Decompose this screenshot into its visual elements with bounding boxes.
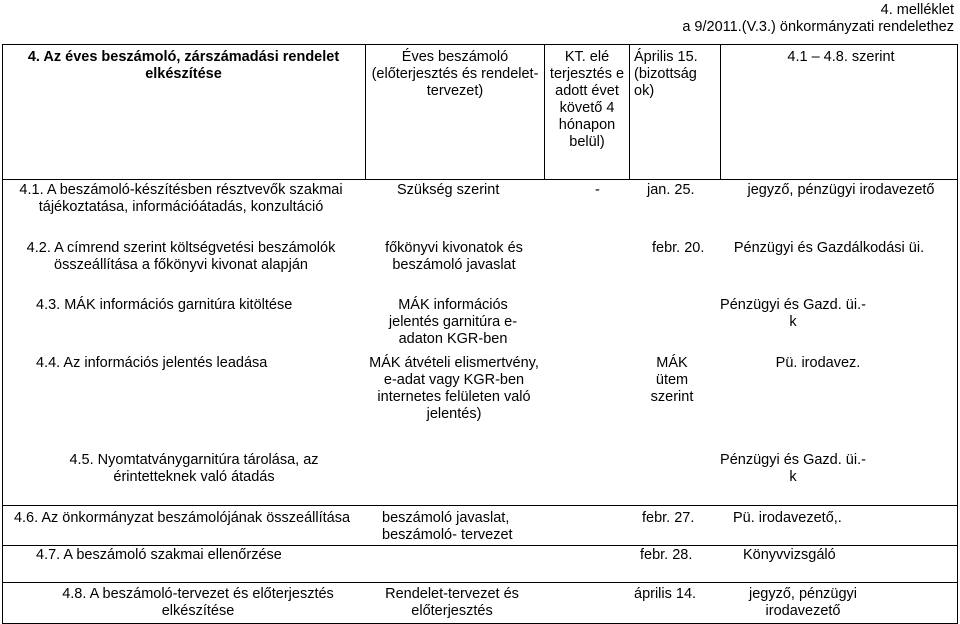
row47-task: 4.7. A beszámoló szakmai ellenőrzése (36, 547, 282, 563)
row42-responsible: Pénzügyi és Gazdálkodási üi. (733, 240, 925, 256)
annex-number: 4. melléklet (880, 2, 954, 18)
row46-document: beszámoló javaslat, beszámoló- tervezet (382, 510, 513, 543)
row41-dash: - (595, 182, 600, 198)
row4-deadline: KT. elé terjesztés e adott évet követő 4 hónapon belül) (549, 49, 625, 150)
row46-top-border (2, 505, 958, 506)
row41-responsible: jegyző, pénzügyi irodavezető (747, 182, 935, 198)
row4-divider-2 (544, 44, 545, 179)
row48-date: április 14. (634, 586, 697, 602)
row47-date: febr. 28. (640, 547, 693, 563)
row44-date: MÁK ütem szerint (650, 355, 694, 405)
row48-document: Rendelet-tervezet és előterjesztés (385, 586, 519, 619)
row48-responsible: jegyző, pénzügyi irodavezető (748, 586, 857, 619)
row44-responsible: Pü. irodavez. (775, 355, 861, 371)
row4-divider-3 (629, 44, 630, 179)
row46-date: febr. 27. (642, 510, 695, 526)
row46-responsible: Pü. irodavezető,. (733, 510, 842, 526)
row43-task: 4.3. MÁK információs garnitúra kitöltése (36, 297, 293, 313)
row4-date: Április 15. (bizottság ok) (634, 49, 698, 99)
row46-task: 4.6. Az önkormányzat beszámolójának összeállítása (13, 510, 351, 526)
row4-task: 4. Az éves beszámoló, zárszámadási rendelet elkészítése (27, 49, 340, 82)
row4-document: Éves beszámoló (előterjesztés és rendelet-tervezet) (371, 49, 539, 99)
row44-document: MÁK átvételi elismertvény, e-adat vagy KGR-ben internetes felületen való jelentés) (369, 355, 539, 422)
regulation-reference: a 9/2011.(V.3.) önkormányzati rendelethez (682, 19, 954, 35)
row47-top-border (2, 545, 958, 546)
row44-task: 4.4. Az információs jelentés leadása (36, 355, 268, 371)
row45-responsible: Pénzügyi és Gazd. üi.-k (720, 452, 866, 485)
row48-top-border (2, 582, 958, 583)
row43-document: MÁK információs jelentés garnitúra e-adaton KGR-ben (388, 297, 518, 347)
row4-responsible: 4.1 – 4.8. szerint (787, 49, 895, 65)
row42-date: febr. 20. (652, 240, 705, 256)
row43-responsible: Pénzügyi és Gazd. üi.-k (720, 297, 866, 330)
row48-task: 4.8. A beszámoló-tervezet és előterjesztés elkészítése (62, 586, 334, 619)
row41-task: 4.1. A beszámoló-készítésben résztvevők szakmai tájékoztatása, információátadás, konzultáció (19, 182, 343, 215)
row4-divider-4 (720, 44, 721, 179)
row41-date: jan. 25. (647, 182, 695, 198)
row41-deadline: Szükség szerint (397, 182, 500, 198)
row45-task: 4.5. Nyomtatványgarnitúra tárolása, az érintetteknek való átadás (69, 452, 319, 485)
row4-bottom-border (2, 179, 958, 180)
row4-divider-1 (365, 44, 366, 179)
row42-document: főkönyvi kivonatok és beszámoló javaslat (385, 240, 523, 273)
row47-responsible: Könyvvizsgáló (743, 547, 836, 563)
row42-task: 4.2. A címrend szerint költségvetési beszámolók összeállítása a főkönyvi kivonat alapján (26, 240, 336, 273)
